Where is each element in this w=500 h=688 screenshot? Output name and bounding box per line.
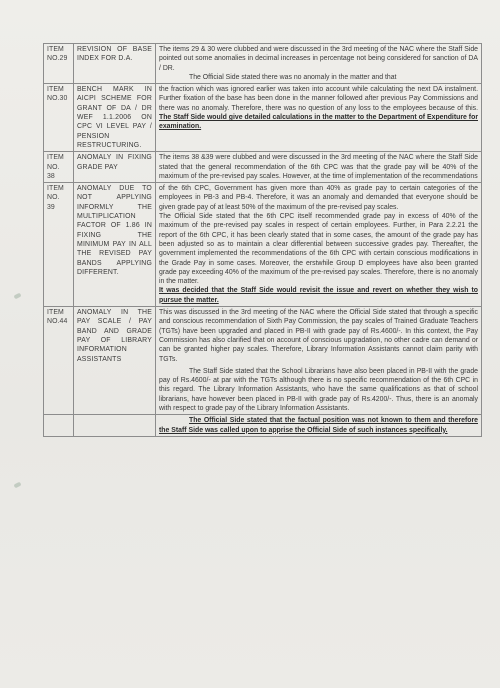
- item-discussion: [156, 44, 482, 84]
- item-number-cell: [44, 84, 74, 152]
- item-number: NO.30: [47, 95, 68, 103]
- table-row: [44, 152, 482, 183]
- item-label: ITEM: [47, 86, 64, 94]
- item-number-cell: [44, 44, 74, 84]
- decision-text: The Official Side stated that the factual position was not known to them and therefore the Staff Side was called upon to apprise the Official Side of such instances specifically.: [159, 417, 478, 434]
- item-subject: ANOMALY DUE TO NOT APPLYING INFORMLY THE MULTIPLICATION FACTOR OF 1.86 IN FIXING THE MINIMUM PAY IN ALL THE REVISED PAY BANDS APPLYING DIFFERENT.: [74, 183, 156, 307]
- discussion-paragraph: The Official Side stated there was no anomaly in the matter and that: [189, 73, 397, 81]
- item-number-cell: [44, 183, 74, 307]
- discussion-paragraph: The Staff Side stated that the School Librarians have also been placed in PB-II with the grade pay of Rs.4600/- at par with the TGTs although there is no specific recommendation of the 6th CPC in this regard. The Library Information Assistants, who have the same qualifications as that of school librarians, have however been placed in PB-II with grade pay of Rs.4200/-. Thus, there is an anomaly with respect to grade pay of the Library Information Assistants.: [159, 367, 478, 412]
- item-discussion: [156, 152, 482, 183]
- discussion-paragraph: of the 6th CPC, Government has given more than 40% as grade pay to certain categories of the employees in PB-3 and PB-4. Therefore, it was an anomaly and demanded that everyone should be given grade pay of at least 50% of the maximum of the pre-revised pay scales.: [159, 185, 478, 211]
- item-discussion: [156, 183, 482, 307]
- item-label: ITEM: [47, 154, 64, 162]
- decision-text: It was decided that the Staff Side would revisit the issue and revert on whether they wish to pursue the matter.: [159, 287, 478, 304]
- item-number: NO.29: [47, 55, 68, 63]
- item-subject: BENCH MARK IN AICPI SCHEME FOR GRANT OF DA / DR WEF 1.1.2006 ON CPC VI LEVEL PAY / PENSION RESTRUCTURING.: [74, 84, 156, 152]
- discussion-paragraph: [159, 85, 478, 131]
- table-row: [44, 44, 482, 84]
- item-number-suffix: 38: [47, 172, 55, 180]
- item-label: ITEM: [47, 185, 64, 193]
- item-label: ITEM: [47, 309, 64, 317]
- discussion-paragraph: The Official Side stated that the 6th CPC itself recommended grade pay in excess of 40% of the maximum of the pre-revised pay scales in respect of certain employees. Further, in Para 2.2.21 the report of the 6th CPC, it has been clearly stated that in some cases, the amount of the grade pay has been adjusted so as to maintain a clear differential between successive grades pay. Thereafter, the government implemented the recommendations of the 6th CPC with certain conscious modifications in the Grade Pay in some cases. Moreover, the erstwhile Group D employees have also been granted grade pay exceeding 40% of the maximum of the pre-revised pay scales. Therefore, there is no anomaly in the matter.: [159, 213, 478, 286]
- item-subject: REVISION OF BASE INDEX FOR D.A.: [74, 44, 156, 84]
- empty-cell: [74, 415, 156, 437]
- item-subject: ANOMALY IN FIXING GRADE PAY: [74, 152, 156, 183]
- item-decision: [156, 415, 482, 437]
- item-discussion: [156, 84, 482, 152]
- item-number: NO.: [47, 194, 60, 202]
- discussion-paragraph: The items 29 & 30 were clubbed and were discussed in the 3rd meeting of the NAC where the Staff Side pointed out some anomalies in decimal increases in percentage not being considered for sanction of DA / DR.: [159, 46, 478, 72]
- minutes-table: [43, 43, 482, 437]
- discussion-paragraph: The items 38 &39 were clubbed and were discussed in the 3rd meeting of the NAC where the Staff Side stated that the general recommendation of the 6th CPC was that the grade pay will be 40% of the maximum of the pre-revised pay scales. However, at the time of implementation of the recommendations: [159, 154, 478, 180]
- item-number-suffix: 39: [47, 203, 55, 211]
- table-row: [44, 415, 482, 437]
- item-number-cell: [44, 152, 74, 183]
- item-label: ITEM: [47, 46, 64, 53]
- item-discussion: [156, 307, 482, 415]
- punch-hole-mark-bottom: [13, 482, 21, 489]
- table-row: [44, 307, 482, 415]
- punch-hole-mark-top: [13, 293, 21, 300]
- decision-text: The Staff Side would give detailed calculations in the matter to the Department of Expenditure for examination.: [159, 114, 478, 131]
- empty-cell: [44, 415, 74, 437]
- item-number-cell: [44, 307, 74, 415]
- discussion-text: the fraction which was ignored earlier was taken into account while calculating the next DA instalment. Further fixation of the base has been done in the manner followed after previous Pay Commissions and there was no anomaly. Therefore, there was no question of any loss to the employees because of this.: [159, 86, 478, 112]
- item-number: NO.44: [47, 318, 68, 326]
- item-number: NO.: [47, 163, 60, 171]
- discussion-paragraph: This was discussed in the 3rd meeting of the NAC where the Official Side stated that through a specific and conscious recommendation of Sixth Pay Commission, the pay scales of Trained Graduate Teachers (TGTs) have been upgraded and placed in PB-II with grade pay of Rs.4600/-. In this context, the Pay Commission has also clarified that on account of conscious upgradation, no other cadre can demand or can be granted higher pay scales. Therefore, Library Information Assistants cannot claim parity with TGTs.: [159, 309, 478, 363]
- table-row: [44, 183, 482, 307]
- item-subject: ANOMALY IN THE PAY SCALE / PAY BAND AND GRADE PAY OF LIBRARY INFORMATION ASSISTANTS: [74, 307, 156, 415]
- table-row: [44, 84, 482, 152]
